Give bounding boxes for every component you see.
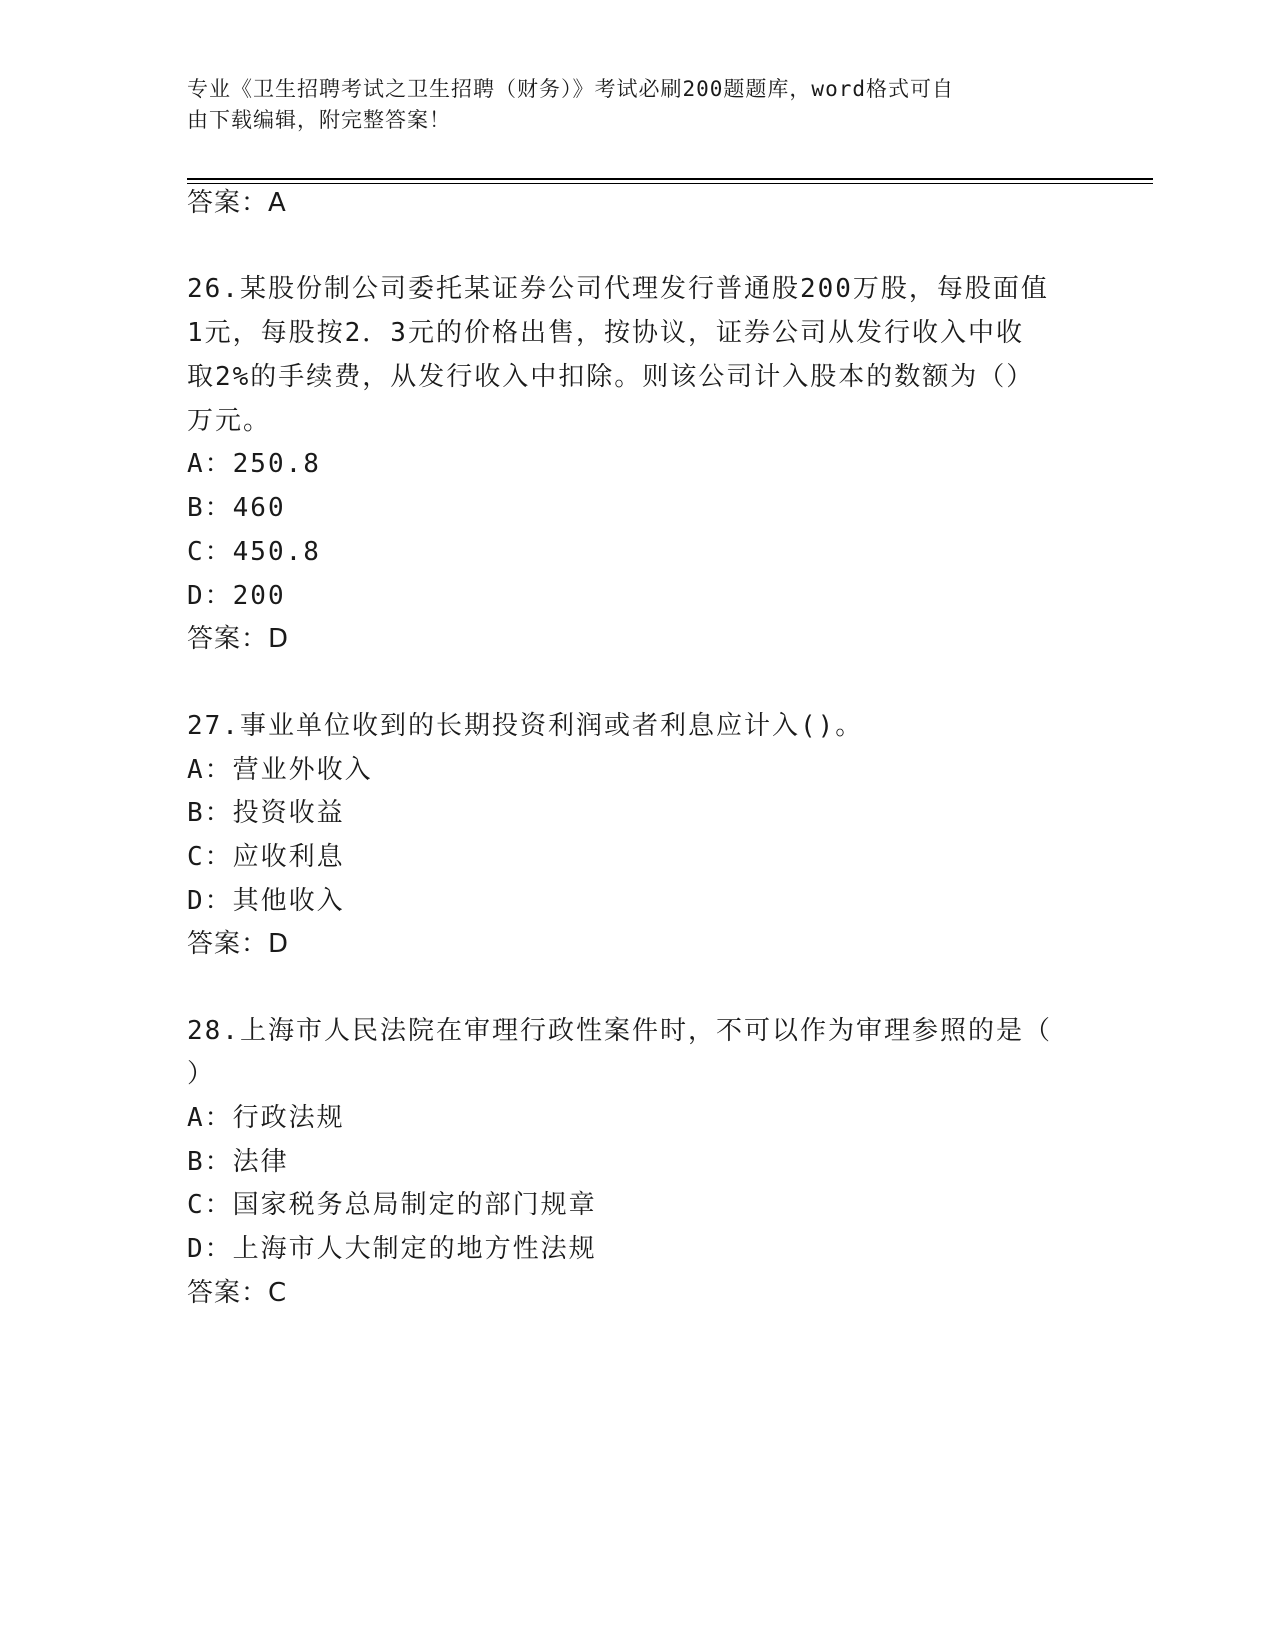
question-27-option-c: C：应收利息 bbox=[187, 842, 345, 872]
question-26-option-d: D：200 bbox=[187, 581, 286, 611]
question-27-option-d: D：其他收入 bbox=[187, 886, 345, 916]
header-line-2: 由下载编辑，附完整答案！ bbox=[187, 108, 451, 132]
question-26-answer: 答案：D bbox=[187, 624, 290, 654]
question-28-option-b: B：法律 bbox=[187, 1147, 289, 1177]
header-rule-thick bbox=[187, 178, 1153, 180]
question-26-option-b: B：460 bbox=[187, 493, 286, 523]
previous-answer: 答案：A bbox=[187, 188, 287, 218]
document-header bbox=[187, 74, 1067, 136]
question-28-answer: 答案：C bbox=[187, 1278, 288, 1308]
question-26-stem-line-1: 26.某股份制公司委托某证券公司代理发行普通股200万股，每股面值 bbox=[187, 274, 1049, 304]
question-28-option-c: C：国家税务总局制定的部门规章 bbox=[187, 1190, 597, 1220]
question-26-stem-line-3: 取2%的手续费，从发行收入中扣除。则该公司计入股本的数额为（） bbox=[187, 362, 1035, 392]
question-27-option-b: B：投资收益 bbox=[187, 798, 345, 828]
question-26-option-c: C：450.8 bbox=[187, 537, 321, 567]
header-rule-thin bbox=[187, 183, 1153, 184]
question-28-stem-line-2: ） bbox=[187, 1059, 216, 1089]
question-27-answer: 答案：D bbox=[187, 929, 290, 959]
question-26-stem-line-2: 1元，每股按2．3元的价格出售，按协议，证券公司从发行收入中收 bbox=[187, 318, 1024, 348]
question-27-stem-line-1: 27.事业单位收到的长期投资利润或者利息应计入()。 bbox=[187, 711, 864, 741]
question-27-option-a: A：营业外收入 bbox=[187, 755, 373, 785]
question-28-option-d: D：上海市人大制定的地方性法规 bbox=[187, 1234, 597, 1264]
header-line-1: 专业《卫生招聘考试之卫生招聘（财务）》考试必刷200题题库，word格式可自 bbox=[187, 77, 954, 101]
question-28-stem-line-1: 28.上海市人民法院在审理行政性案件时，不可以作为审理参照的是（ bbox=[187, 1016, 1052, 1046]
question-28-option-a: A：行政法规 bbox=[187, 1103, 345, 1133]
question-26-option-a: A：250.8 bbox=[187, 449, 321, 479]
question-26-stem-line-4: 万元。 bbox=[187, 406, 272, 436]
